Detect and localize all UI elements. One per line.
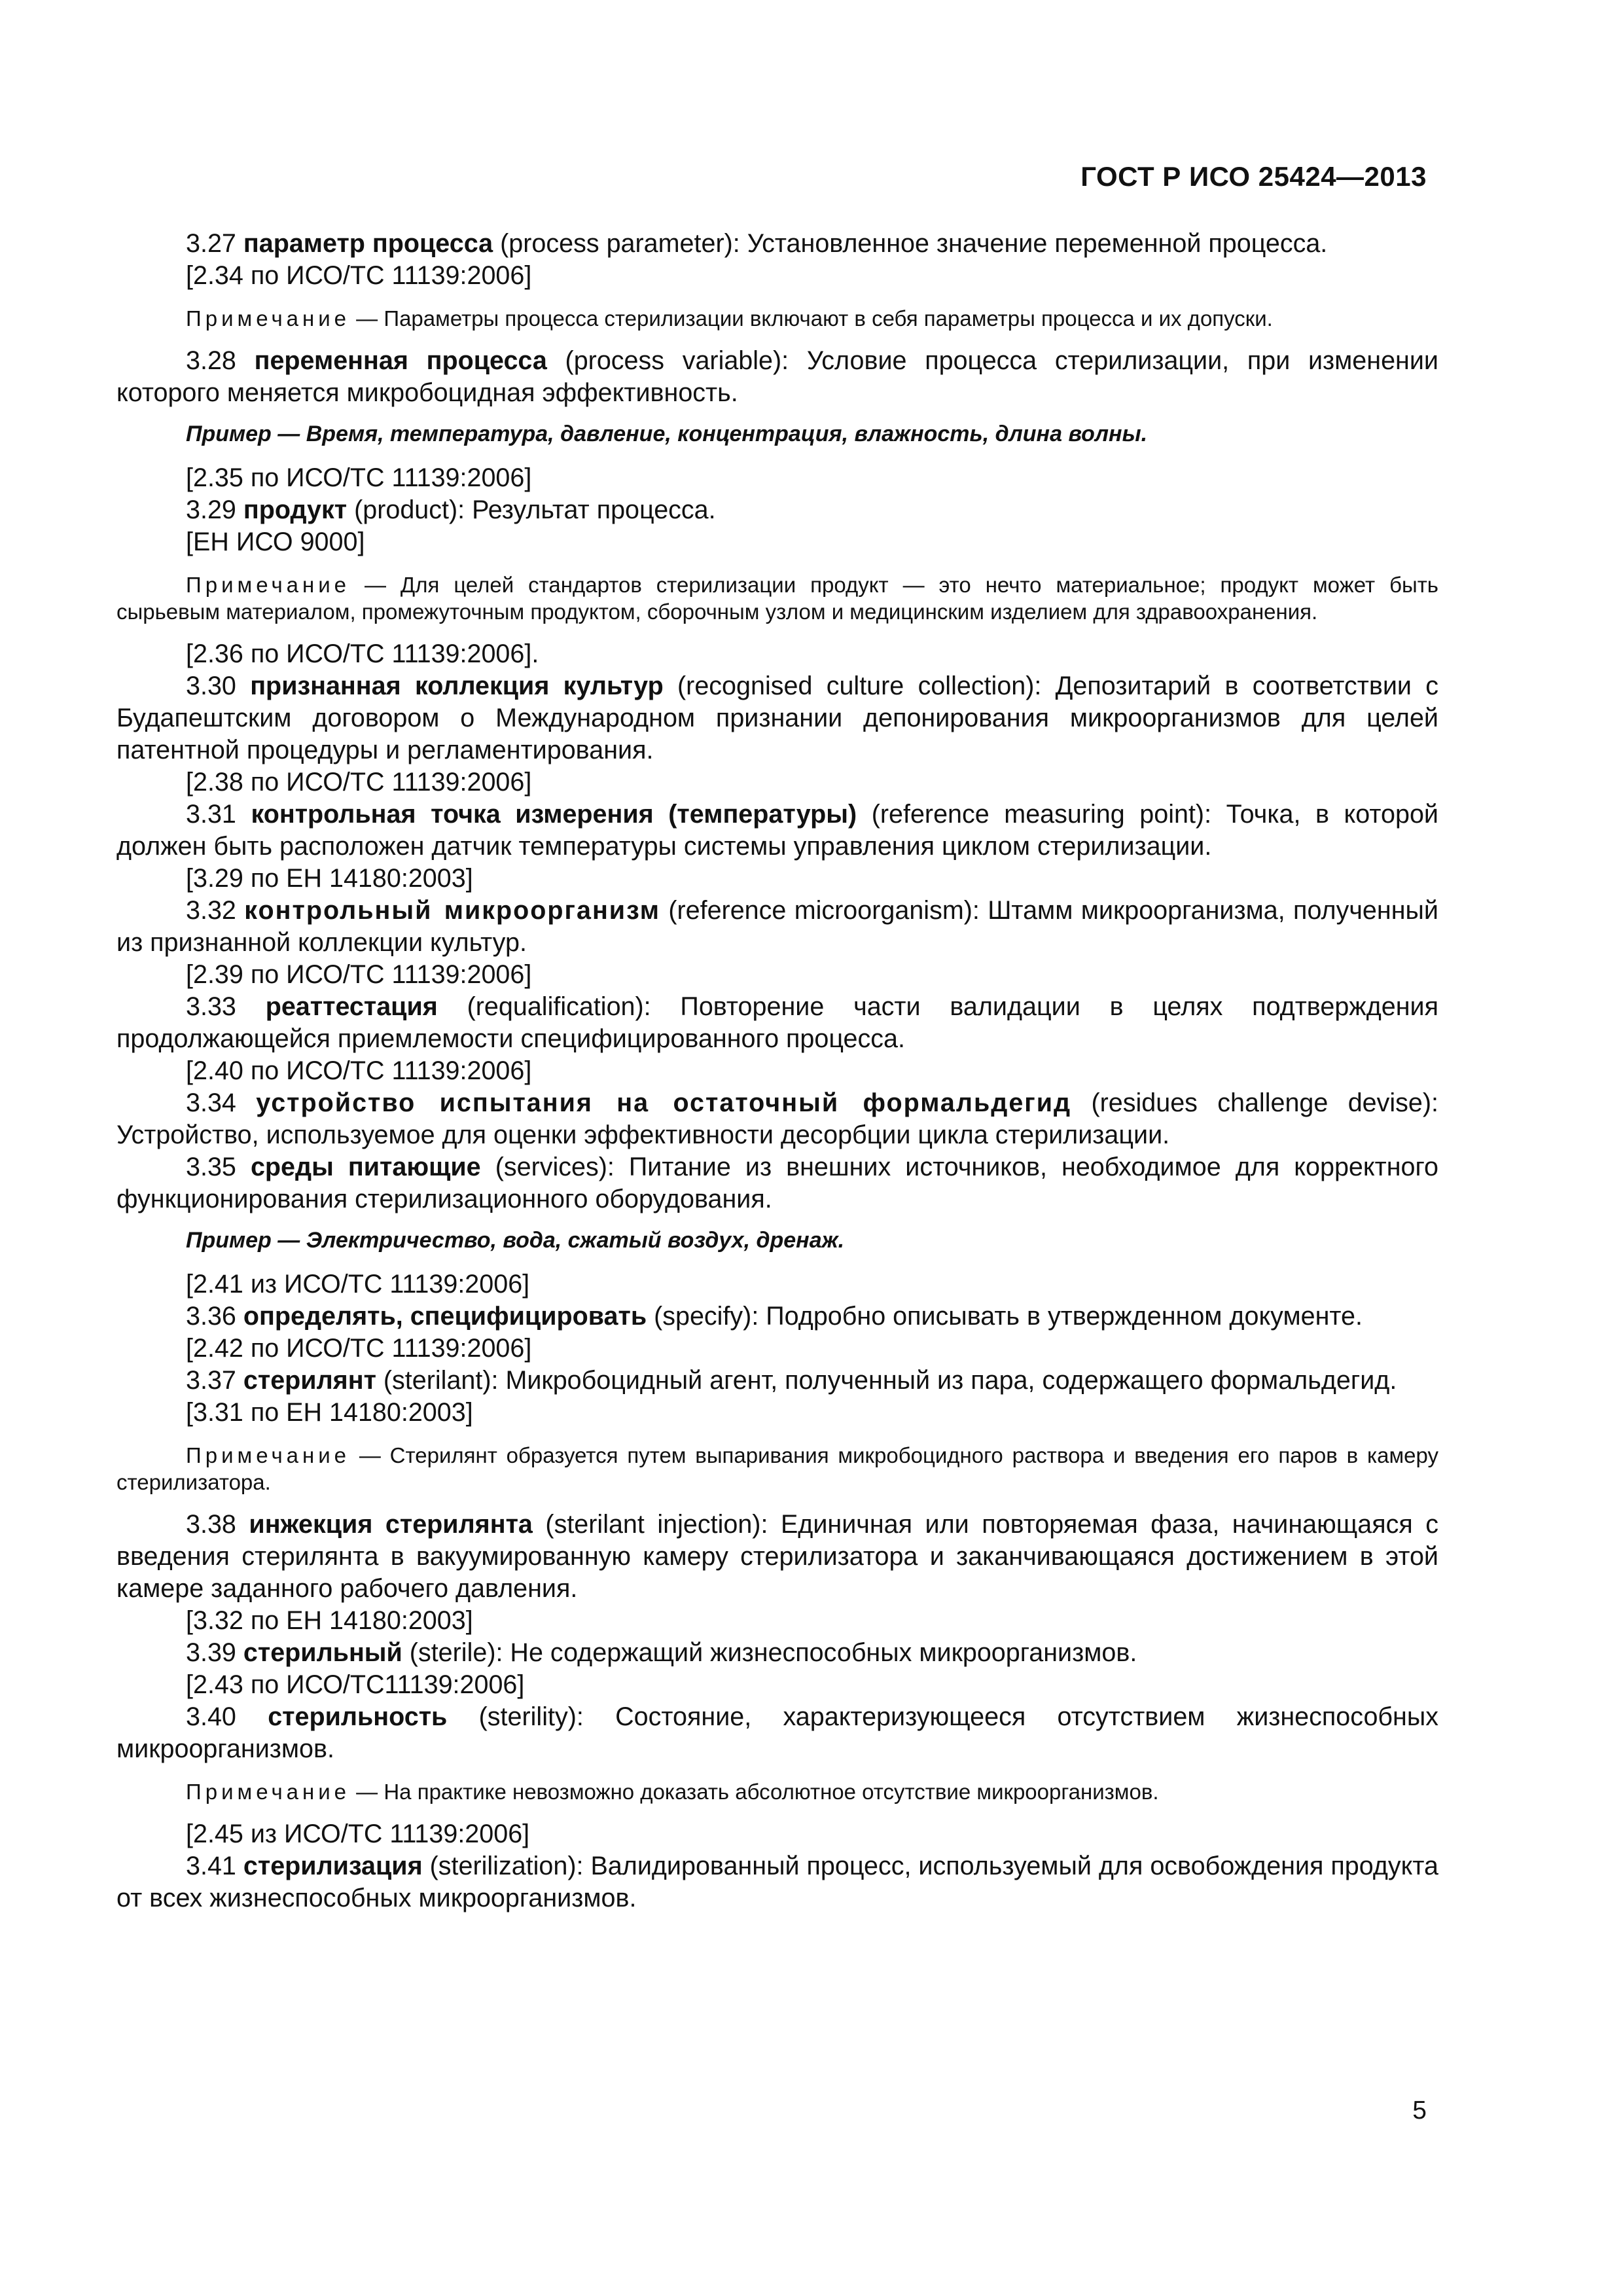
entry-number: 3.38: [186, 1510, 236, 1539]
entry-term: устройство испытания на остаточный формальдегид: [256, 1088, 1072, 1117]
entry-number: 3.29: [186, 495, 236, 524]
entry-number: 3.34: [186, 1088, 236, 1117]
entry-term: переменная процесса: [254, 346, 547, 375]
entry-number: 3.27: [186, 229, 236, 258]
entry-number: 3.30: [186, 672, 236, 700]
entry-term: продукт: [243, 495, 348, 524]
note-label: Примечание: [186, 1780, 351, 1804]
note-3-29: [116, 571, 1438, 625]
entry-definition: (services): Питание из внешних источников, необходимое для корректного функционирования стерилизационного оборудования.: [116, 1153, 1438, 1213]
term-entry-3-29: [116, 494, 1438, 526]
entry-term: среды питающие: [250, 1153, 481, 1181]
entry-definition: (sterilization): Валидированный процесс, используемый для освобождения продукта от всех жизнеспособных микроорганизмов.: [116, 1852, 1438, 1912]
source-reference: [2.41 из ИСО/ТС 11139:2006]: [186, 1270, 530, 1299]
note-text: — Параметры процесса стерилизации включают в себя параметры процесса и их допуски.: [350, 306, 1273, 331]
term-entry-3-31: [116, 798, 1438, 863]
source-reference: [3.31 по ЕН 14180:2003]: [186, 1398, 473, 1427]
note-label: Примечание: [186, 306, 351, 331]
source-reference: [2.39 по ИСО/ТС 11139:2006]: [186, 960, 532, 989]
source-reference: [3.29 по ЕН 14180:2003]: [186, 864, 473, 893]
entry-definition: (sterilant injection): Единичная или повторяемая фаза, начинающаяся с введения стерилянта в вакуумированную камеру стерилизатора и заканчивающаяся достижением в этой камере заданного рабочего давления.: [116, 1510, 1439, 1603]
entry-definition: (sterility): Состояние, характеризующееся отсутствием жизнеспособных микроорганизмов.: [116, 1702, 1438, 1763]
entry-number: 3.35: [186, 1153, 236, 1181]
entry-term: стерилянт: [243, 1366, 376, 1395]
source-reference: [2.42 по ИСО/ТС 11139:2006]: [186, 1334, 532, 1363]
example-3-35: Пример — Электричество, вода, сжатый воздух, дренаж.: [186, 1228, 845, 1253]
entry-term: определять, специфицировать: [243, 1302, 647, 1331]
entry-definition: (product): Результат процесса.: [347, 495, 716, 524]
source-reference: [3.32 по ЕН 14180:2003]: [186, 1606, 473, 1635]
entry-definition: (specify): Подробно описывать в утвержденном документе.: [647, 1302, 1363, 1331]
entry-term: инжекция стерилянта: [249, 1510, 533, 1539]
entry-definition: (sterile): Не содержащий жизнеспособных микроорганизмов.: [402, 1638, 1137, 1667]
source-reference: [2.35 по ИСО/ТС 11139:2006]: [186, 463, 532, 492]
source-reference: [2.40 по ИСО/ТС 11139:2006]: [186, 1056, 532, 1085]
entry-definition: (recognised culture collection): Депозитарий в соответствии с Будапештским договором о Международном признании депонирования микроорганизмов для целей патентной процедуры и регламентирования.: [116, 672, 1439, 764]
source-reference: [2.34 по ИСО/ТС 11139:2006]: [186, 261, 532, 290]
entry-number: 3.41: [186, 1852, 236, 1880]
note-3-40: [116, 1778, 1438, 1805]
term-entry-3-40: [116, 1701, 1438, 1765]
entry-definition: (process variable): Условие процесса стерилизации, при изменении которого меняется микробоцидная эффективность.: [116, 346, 1438, 407]
entry-definition: (sterilant): Микробоцидный агент, полученный из пара, содержащего формальдегид.: [376, 1366, 1397, 1395]
entry-number: 3.39: [186, 1638, 236, 1667]
entry-definition: (reference measuring point): Точка, в которой должен быть расположен датчик температуры системы управления циклом стерилизации.: [116, 800, 1438, 861]
source-reference: [2.43 по ИСО/ТС11139:2006]: [186, 1670, 525, 1699]
entry-term: контрольная точка измерения (температуры): [251, 800, 857, 829]
note-label: Примечание: [186, 573, 351, 597]
note-text: — Стерилянт образуется путем выпаривания микробоцидного раствора и введения его паров в камеру стерилизатора.: [116, 1443, 1438, 1494]
entry-number: 3.28: [186, 346, 236, 375]
example-3-28: Пример — Время, температура, давление, концентрация, влажность, длина волны.: [186, 422, 1148, 446]
term-entry-3-33: [116, 991, 1438, 1055]
term-entry-3-30: [116, 670, 1438, 766]
entry-number: 3.33: [186, 992, 236, 1021]
entry-term: контрольный микроорганизм: [244, 896, 660, 925]
entry-number: 3.40: [186, 1702, 236, 1731]
page-number: 5: [1412, 2096, 1427, 2125]
entry-definition: (residues challenge devise): Устройство, используемое для оценки эффективности десорбции цикла стерилизации.: [116, 1088, 1438, 1149]
term-entry-3-34: [116, 1087, 1438, 1151]
source-reference: [2.36 по ИСО/ТС 11139:2006].: [186, 639, 539, 668]
entry-number: 3.31: [186, 800, 236, 829]
term-entry-3-28: [116, 345, 1438, 409]
entry-term: стерильность: [268, 1702, 448, 1731]
term-entry-3-27: [116, 228, 1438, 260]
entry-number: 3.36: [186, 1302, 236, 1331]
entry-definition: (reference microorganism): Штамм микроорганизма, полученный из признанной коллекции культур.: [116, 896, 1438, 957]
term-entry-3-32: [116, 895, 1438, 959]
standard-header: ГОСТ Р ИСО 25424—2013: [1080, 161, 1427, 192]
note-3-27: [116, 305, 1438, 332]
note-text: — Для целей стандартов стерилизации продукт — это нечто материальное; продукт может быть сырьевым материалом, промежуточным продуктом, сборочным узлом и медицинским изделием для здравоохранения.: [116, 573, 1438, 624]
note-label: Примечание: [186, 1443, 351, 1467]
source-reference: [2.38 по ИСО/ТС 11139:2006]: [186, 768, 532, 797]
entry-number: 3.32: [186, 896, 236, 925]
entry-definition: (process parameter): Установленное значение переменной процесса.: [493, 229, 1328, 258]
document-body: [116, 228, 1438, 1914]
source-reference: [ЕН ИСО 9000]: [186, 528, 365, 556]
entry-term: стерильный: [243, 1638, 402, 1667]
note-3-37: [116, 1442, 1438, 1496]
term-entry-3-37: [116, 1365, 1438, 1397]
entry-term: параметр процесса: [243, 229, 493, 258]
term-entry-3-41: [116, 1850, 1438, 1914]
entry-definition: (requalification): Повторение части валидации в целях подтверждения продолжающейся приемлемости специфицированного процесса.: [116, 992, 1438, 1053]
note-text: — На практике невозможно доказать абсолютное отсутствие микроорганизмов.: [350, 1780, 1159, 1804]
entry-term: признанная коллекция культур: [250, 672, 664, 700]
term-entry-3-38: [116, 1509, 1438, 1605]
term-entry-3-35: [116, 1151, 1438, 1215]
entry-term: стерилизация: [243, 1852, 423, 1880]
term-entry-3-36: [116, 1300, 1438, 1333]
source-reference: [2.45 из ИСО/ТС 11139:2006]: [186, 1820, 530, 1848]
term-entry-3-39: [116, 1637, 1438, 1669]
entry-number: 3.37: [186, 1366, 236, 1395]
entry-term: реаттестация: [265, 992, 438, 1021]
